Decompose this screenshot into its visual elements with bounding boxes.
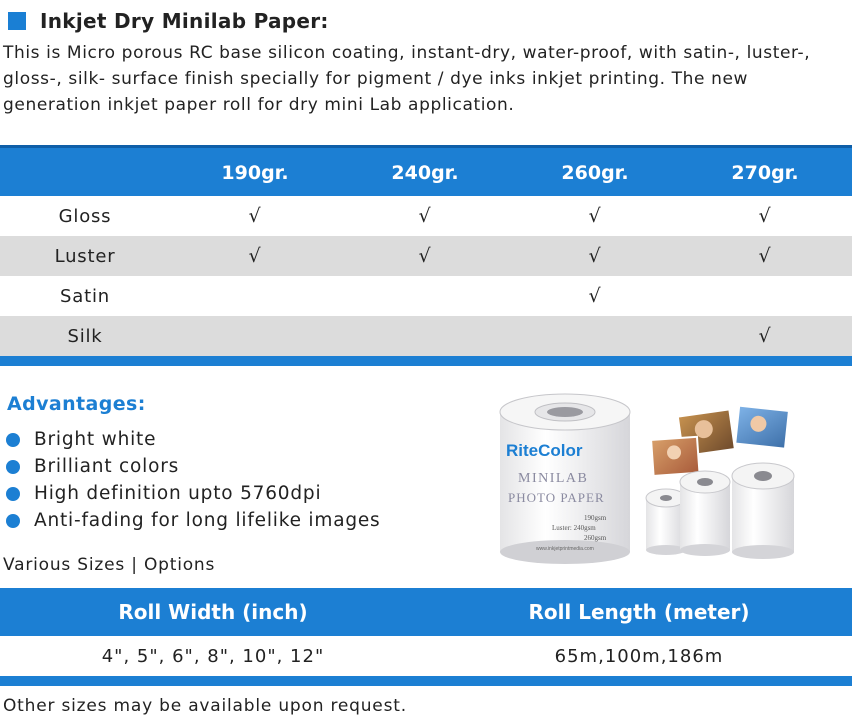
- footer-note: Other sizes may be available upon request.: [3, 696, 407, 716]
- check-cell: √: [588, 245, 602, 267]
- table-row: [0, 276, 852, 316]
- roll-table-header: [0, 588, 852, 636]
- product-spec-text: 190gsm: [584, 514, 607, 522]
- column-header: 260gr.: [561, 162, 629, 184]
- bullet-icon: [6, 460, 20, 474]
- bullet-icon: [6, 514, 20, 528]
- product-photo: [492, 390, 817, 565]
- list-item: [6, 480, 381, 507]
- row-label: Satin: [60, 285, 110, 307]
- table-row: [0, 316, 852, 356]
- advantage-text: High definition upto 5760dpi: [34, 483, 322, 504]
- roll-width-values: 4", 5", 6", 8", 10", 12": [101, 645, 325, 667]
- product-description: This is Micro porous RC base silicon coating, instant-dry, water-proof, with satin-, luster-, gloss-, silk- surface finish specially for pigment / dye inks inkjet printing. The new generation inkjet paper roll for dry mini Lab application.: [3, 43, 811, 115]
- list-item: [6, 453, 381, 480]
- product-label-line: MINILAB: [518, 471, 589, 486]
- row-label: Silk: [67, 325, 103, 347]
- table-row: [0, 636, 852, 676]
- table-footer-bar: [0, 676, 852, 686]
- check-cell: √: [418, 245, 432, 267]
- spec-table-header: [0, 145, 852, 196]
- title-square-icon: [8, 12, 26, 30]
- advantages-list: [6, 426, 381, 534]
- check-cell: √: [248, 205, 262, 227]
- advantage-text: Anti-fading for long lifelike images: [34, 510, 381, 531]
- check-cell: √: [588, 285, 602, 307]
- brand-logo: RiteColor: [506, 441, 583, 460]
- advantage-text: Bright white: [34, 429, 157, 450]
- check-cell: √: [758, 205, 772, 227]
- column-header: Roll Width (inch): [118, 600, 308, 624]
- sizes-label: Various Sizes | Options: [3, 555, 216, 575]
- check-cell: √: [588, 205, 602, 227]
- product-label-line: PHOTO PAPER: [508, 490, 605, 505]
- table-row: [0, 196, 852, 236]
- check-cell: √: [758, 245, 772, 267]
- bullet-icon: [6, 433, 20, 447]
- page-title: Inkjet Dry Minilab Paper:: [40, 9, 329, 33]
- advantages-heading: Advantages:: [7, 393, 146, 415]
- table-row: [0, 236, 852, 276]
- table-footer-bar: [0, 356, 852, 366]
- product-spec-text: 260gsm: [584, 534, 607, 542]
- product-website-text: www.inkjetprintmedia.com: [536, 546, 594, 552]
- list-item: [6, 426, 381, 453]
- check-cell: √: [758, 325, 772, 347]
- column-header: Roll Length (meter): [528, 600, 750, 624]
- row-label: Gloss: [58, 205, 112, 227]
- check-cell: √: [418, 205, 432, 227]
- column-header: 190gr.: [221, 162, 289, 184]
- roll-size-table: [0, 588, 852, 686]
- bullet-icon: [6, 487, 20, 501]
- advantage-text: Brilliant colors: [34, 456, 180, 477]
- product-spec-text: Luster: 240gsm: [552, 524, 596, 532]
- roll-length-values: 65m,100m,186m: [554, 645, 724, 667]
- paper-spec-table: [0, 145, 852, 366]
- page-header: [8, 6, 329, 36]
- column-header: 270gr.: [731, 162, 799, 184]
- column-header: 240gr.: [391, 162, 459, 184]
- row-label: Luster: [54, 245, 116, 267]
- check-cell: √: [248, 245, 262, 267]
- list-item: [6, 507, 381, 534]
